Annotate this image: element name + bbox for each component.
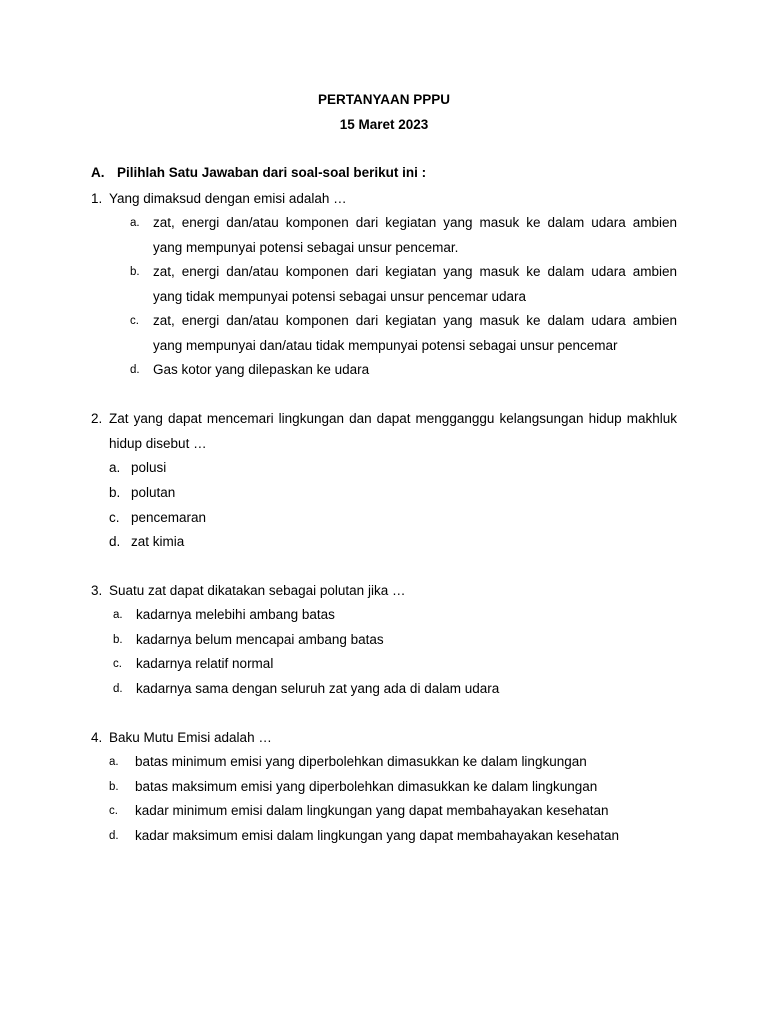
option-label: c.	[109, 510, 120, 525]
question-text: Zat yang dapat mencemari lingkungan dan dapat mengganggu kelangsungan hidup makhluk	[109, 411, 677, 426]
question-number: 1.	[91, 191, 103, 206]
option-label: b.	[109, 485, 121, 500]
option-text: pencemaran	[131, 510, 207, 525]
option-text: kadar maksimum emisi dalam lingkungan yang dapat membahayakan kesehatan	[135, 828, 620, 843]
option-label: c.	[130, 315, 139, 327]
option-label: c.	[109, 805, 118, 817]
option-text: batas minimum emisi yang diperbolehkan dimasukkan ke dalam lingkungan	[135, 754, 587, 769]
question-number: 2.	[91, 411, 103, 426]
option-text: kadarnya belum mencapai ambang batas	[136, 632, 384, 647]
option-label: c.	[113, 658, 122, 670]
option-label: a.	[130, 217, 140, 229]
option-text: zat kimia	[131, 534, 185, 549]
option-label: d.	[109, 830, 119, 842]
option-text-line2: yang tidak mempunyai potensi sebagai unsur pencemar udara	[153, 289, 526, 304]
option-text: batas maksimum emisi yang diperbolehkan dimasukkan ke dalam lingkungan	[135, 779, 598, 794]
option-text: Gas kotor yang dilepaskan ke udara	[153, 362, 370, 377]
question-text: Suatu zat dapat dikatakan sebagai polutan jika …	[109, 583, 406, 598]
option-label: a.	[109, 756, 119, 768]
option-text-line2: yang mempunyai dan/atau tidak mempunyai potensi sebagai unsur pencemar	[153, 338, 618, 353]
option-text: polutan	[131, 485, 176, 500]
option-label: b.	[109, 781, 119, 793]
option-text: kadarnya melebihi ambang batas	[136, 607, 335, 622]
section-letter: A.	[91, 165, 105, 180]
question-text: Baku Mutu Emisi adalah …	[109, 730, 272, 745]
document-title: PERTANYAAN PPPU	[317, 92, 451, 107]
option-text-line1: zat, energi dan/atau komponen dari kegiatan yang masuk ke dalam udara ambien	[153, 264, 677, 279]
option-label: b.	[130, 266, 140, 278]
option-text: kadarnya relatif normal	[136, 656, 274, 671]
option-text: kadarnya sama dengan seluruh zat yang ada di dalam udara	[136, 681, 500, 696]
option-text-line1: zat, energi dan/atau komponen dari kegiatan yang masuk ke dalam udara ambien	[153, 215, 677, 230]
option-label: d.	[113, 683, 123, 695]
section-heading: Pilihlah Satu Jawaban dari soal-soal berikut ini :	[117, 165, 427, 180]
option-label: d.	[109, 534, 121, 549]
question-number: 3.	[91, 583, 103, 598]
option-text: polusi	[131, 460, 167, 475]
option-text-line2: yang mempunyai potensi sebagai unsur pencemar.	[153, 240, 459, 255]
question-text-line2: hidup disebut …	[109, 436, 207, 451]
question-number: 4.	[91, 730, 103, 745]
document-date: 15 Maret 2023	[339, 117, 429, 132]
option-label: b.	[113, 634, 123, 646]
option-label: a.	[113, 609, 123, 621]
option-text: kadar minimum emisi dalam lingkungan yang dapat membahayakan kesehatan	[135, 803, 609, 818]
option-text-line1: zat, energi dan/atau komponen dari kegiatan yang masuk ke dalam udara ambien	[153, 313, 677, 328]
question-text: Yang dimaksud dengan emisi adalah …	[109, 191, 347, 206]
option-label: a.	[109, 460, 121, 475]
option-label: d.	[130, 364, 140, 376]
